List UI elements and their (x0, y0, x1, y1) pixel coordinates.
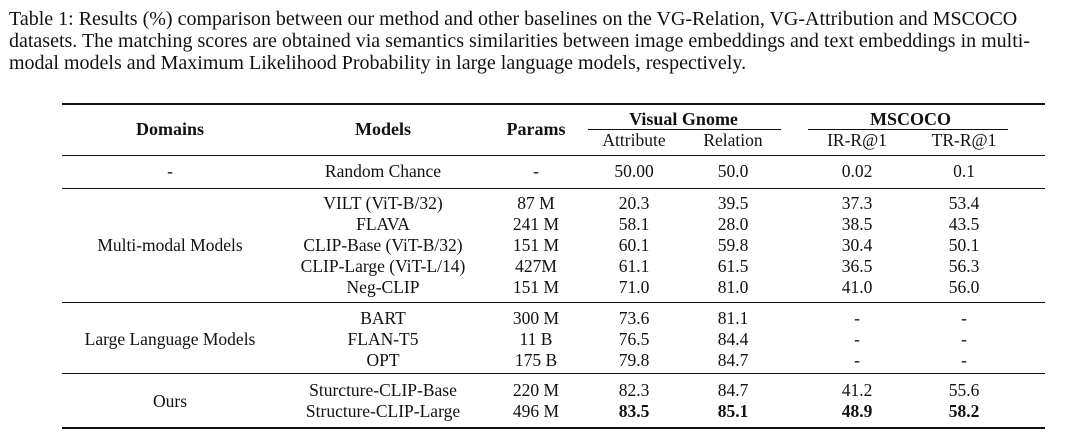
score-ir: 30.4 (841, 235, 873, 255)
header-mscoco: MSCOCO (870, 109, 951, 129)
params-value: 11 B (519, 329, 553, 349)
score-rel: 39.5 (717, 193, 749, 213)
header-tr-r1: TR-R@1 (931, 130, 997, 150)
score-rel: 84.4 (717, 329, 749, 349)
domain-label: Large Language Models (84, 329, 256, 349)
score-attr: 79.8 (618, 350, 650, 370)
score-ir: - (854, 329, 860, 349)
header-attribute: Attribute (602, 130, 666, 150)
table-caption (9, 8, 1073, 74)
score-attr: 50.00 (614, 161, 654, 181)
params-value: 496 M (512, 401, 560, 421)
score-tr: 55.6 (948, 380, 980, 400)
score-ir: 41.2 (841, 380, 873, 400)
group-rule (62, 302, 1045, 303)
params-value: 151 M (512, 277, 560, 297)
model-name: FLAN-T5 (347, 329, 419, 349)
score-attr: 58.1 (618, 214, 650, 234)
score-ir: 48.9 (841, 401, 873, 421)
params-value: - (533, 161, 539, 181)
score-ir: 41.0 (841, 277, 873, 297)
caption-line: datasets. The matching scores are obtained via semantics similarities between image embeddings and text embeddings in multi- (9, 30, 1031, 52)
top-rule (62, 103, 1045, 105)
header-visual-gnome: Visual Gnome (629, 109, 738, 129)
score-tr: 56.3 (948, 256, 980, 276)
domain-label: Ours (152, 390, 188, 411)
score-tr: 0.1 (953, 161, 975, 181)
params-value: 87 M (517, 193, 555, 213)
params-value: 300 M (512, 308, 560, 328)
score-rel: 59.8 (717, 235, 749, 255)
score-rel: 50.0 (717, 161, 749, 181)
domain-label: - (167, 161, 173, 181)
header-relation: Relation (703, 130, 763, 150)
score-ir: - (854, 350, 860, 370)
score-tr: 56.0 (948, 277, 980, 297)
model-name: VILT (ViT-B/32) (323, 193, 443, 213)
group-rule (62, 373, 1045, 374)
model-name: BART (360, 308, 406, 328)
score-tr: 50.1 (948, 235, 980, 255)
score-attr: 76.5 (618, 329, 650, 349)
score-tr: 58.2 (948, 401, 980, 421)
score-rel: 84.7 (717, 380, 749, 400)
model-name: Sturcture-CLIP-Base (309, 380, 457, 400)
score-rel: 85.1 (717, 401, 749, 421)
domain-label: Multi-modal Models (97, 235, 243, 255)
score-rel: 61.5 (717, 256, 749, 276)
model-name: CLIP-Base (ViT-B/32) (303, 235, 463, 255)
bottom-rule (62, 427, 1045, 429)
score-attr: 82.3 (618, 380, 650, 400)
model-name: FLAVA (356, 214, 410, 234)
model-name: OPT (366, 350, 400, 370)
score-tr: - (961, 329, 967, 349)
group-rule (62, 188, 1045, 189)
score-attr: 71.0 (618, 277, 650, 297)
params-value: 151 M (512, 235, 560, 255)
score-tr: 53.4 (948, 193, 980, 213)
score-ir: 38.5 (841, 214, 873, 234)
caption-line: modal models and Maximum Likelihood Probability in large language models, respectively. (9, 52, 747, 74)
score-rel: 84.7 (717, 350, 749, 370)
score-ir: 37.3 (841, 193, 873, 213)
score-attr: 73.6 (618, 308, 650, 328)
score-rel: 28.0 (717, 214, 749, 234)
model-name: CLIP-Large (ViT-L/14) (300, 256, 466, 276)
score-ir: 36.5 (841, 256, 873, 276)
header-ir-r1: IR-R@1 (827, 130, 887, 150)
params-value: 427M (515, 256, 557, 276)
score-attr: 20.3 (618, 193, 650, 213)
score-tr: 43.5 (948, 214, 980, 234)
score-tr: - (961, 350, 967, 370)
model-name: Structure-CLIP-Large (305, 401, 461, 421)
params-value: 175 B (514, 350, 558, 370)
score-ir: 0.02 (841, 161, 873, 181)
score-attr: 61.1 (618, 256, 650, 276)
header-rule (62, 155, 1045, 156)
model-name: Random Chance (324, 161, 442, 181)
params-value: 241 M (512, 214, 560, 234)
header-domains: Domains (135, 119, 205, 139)
score-tr: - (961, 308, 967, 328)
score-ir: - (854, 308, 860, 328)
score-attr: 83.5 (618, 401, 650, 421)
header-params: Params (506, 119, 566, 139)
score-rel: 81.0 (717, 277, 749, 297)
score-rel: 81.1 (717, 308, 749, 328)
score-attr: 60.1 (618, 235, 650, 255)
model-name: Neg-CLIP (346, 277, 420, 297)
params-value: 220 M (512, 380, 560, 400)
caption-line: Table 1: Results (%) comparison between our method and other baselines on the VG-Relation, VG-Attribution and MSCOCO (9, 8, 1018, 30)
header-models: Models (355, 119, 411, 139)
